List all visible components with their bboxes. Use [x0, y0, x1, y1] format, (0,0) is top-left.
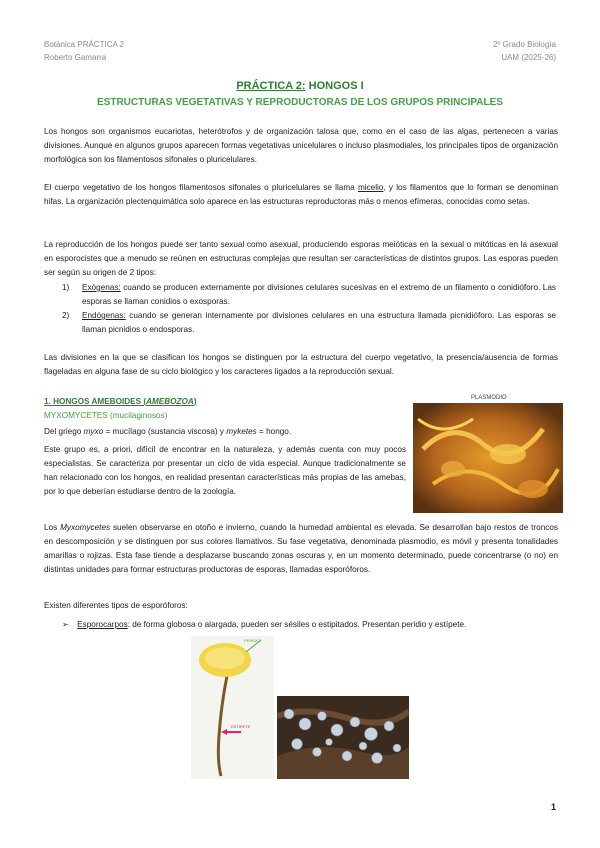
- text-span: El cuerpo vegetativo de los hongos filamentosos sifonales o pluricelulares se llama: [44, 183, 358, 192]
- paragraph-myxomycetes: [44, 521, 558, 577]
- term-myketes: myketes: [226, 427, 257, 436]
- paragraph-sporophores: Existen diferentes tipos de esporóforos:: [44, 601, 188, 610]
- text-span: = mucílago (sustancia viscosa) y: [103, 427, 227, 436]
- text-span: Los: [44, 523, 61, 532]
- section-heading: [44, 397, 197, 406]
- paragraph-divisions: Las divisiones en la que se clasifican los hongos se distinguen por la estructura del cuerpo vegetativo, la presencia/ausencia de formas flageladas en alguna fase de su ciclo biológico y los caracteres ligados a la reproducción sexual.: [44, 353, 558, 376]
- header-left: [44, 38, 124, 64]
- term-micelio: micelio: [357, 183, 384, 192]
- sporocarps-photo: [277, 696, 409, 779]
- label-peridio: PERIDIO: [244, 638, 261, 643]
- term-exogenas: Exógenas:: [82, 283, 121, 292]
- term-esporocarpos: Esporocarpos: [77, 620, 128, 629]
- paragraph-group: Este grupo es, a priori, difícil de encontrar en la naturaleza, y además cuenta con muy pocos especialistas. Se caracteriza por presentar un ciclo de vida especial. Aunque tradicionalmente se han relacionado con los hongos, en realidad presentan características más propias de las amebas, por lo que deberían estudiarse dentro de la zoología.: [44, 445, 406, 496]
- arrow-bullet-icon: ➢: [62, 620, 69, 629]
- header-university: UAM (2025-26): [501, 53, 556, 62]
- text-span: , y los filamentos que lo forman se denominan hifas. La organización plectenquimática solo aparece en las estructuras reproductoras más o menos efímeras, conocidas como setas.: [44, 183, 558, 206]
- list-number: 2): [62, 311, 70, 320]
- plasmodio-photo: [413, 389, 563, 513]
- term-myxo: myxo: [83, 427, 104, 436]
- title-topic: HONGOS I: [305, 80, 364, 92]
- list-text: cuando se producen externamente por divisiones celulares sucesivas en el extremo de un filamento o conidióforo. Las esporas se llaman conidios o exosporas.: [82, 283, 556, 306]
- text-span: = hongo.: [256, 427, 292, 436]
- heading-part: ): [193, 397, 197, 406]
- esporocarpo-diagram: [191, 636, 274, 779]
- text-span: Del griego: [44, 427, 84, 436]
- header-right: [493, 38, 556, 64]
- bullet-text: : de forma globosa o alargada, pueden ser sésiles o estipitados. Presentan peridio y estípete.: [127, 620, 467, 629]
- term-myxomycetes: Myxomycetes: [60, 523, 111, 532]
- page-subtitle: ESTRUCTURAS VEGETATIVAS Y REPRODUCTORAS DE LOS GRUPOS PRINCIPALES: [97, 97, 503, 108]
- header-degree: 2º Grado Biología: [493, 40, 556, 49]
- label-estipete: ESTÍPETE: [231, 724, 251, 729]
- label-plasmodio: PLASMODIO: [471, 395, 507, 401]
- section-subheading: MYXOMYCETES (mucilaginosos): [44, 411, 168, 420]
- paragraph-reproduction: La reproducción de los hongos puede ser tanto sexual como asexual, produciendo esporas meióticas en la sexual o mitóticas en la asexual en esporocistes que a menudo se reúnen en estructuras complejas que resultan ser características de distintos grupos. Las esporas pueden ser según su origen de 2 tipos:: [44, 240, 558, 277]
- esporocarpo-image: [191, 636, 274, 779]
- list-text: cuando se generan internamente por divisiones celulares en una estructura llamada picnidióforo. Las esporas se llaman picnidios o endosporas.: [82, 311, 556, 334]
- list-number: 1): [62, 283, 70, 292]
- bullet-esporocarpos: [62, 618, 556, 632]
- etymology-line: [44, 425, 374, 439]
- page-title: [0, 80, 600, 92]
- title-practice: PRÁCTICA 2:: [236, 80, 306, 92]
- plasmodio-image: [413, 389, 563, 513]
- term-endogenas: Endógenas:: [82, 311, 126, 320]
- paragraph-intro: Los hongos son organismos eucariotas, heterótrofos y de organización talosa que, como en el caso de las algas, pertenecen a varias divisiones. Aunque en algunos grupos aparecen formas vegetativas unicelulares o incluso plasmodiales, los principales tipos de organización morfológica son los filamentosos sifonales o pluricelulares.: [44, 127, 558, 164]
- page-number: 1: [550, 802, 556, 812]
- sporocarps-image: [277, 696, 409, 779]
- paragraph-micelio: [44, 181, 558, 209]
- heading-amebozoa: AMEBOZOA: [146, 397, 194, 406]
- text-span: suelen observarse en otoño e invierno, cuando la humedad ambiental es elevada. Se desarrollan bajo restos de troncos en descomposición y se distinguen por sus colores llamativos. Su fase vegetativa, denominada plasmodio, es móvil y presenta tonalidades amarillas o rojizas. Esta fase tiende a desplazarse buscando zonas oscuras y, en un momento determinado, puede concentrarse (o no) en distintas unidades para formar estructuras productoras de esporas, llamadas esporóforos.: [44, 523, 558, 574]
- heading-part: 1. HONGOS AMEBOIDES (: [44, 397, 147, 406]
- header-author: Roberto Gamarra: [44, 53, 107, 62]
- header-course: Botánica PRÁCTICA 2: [44, 40, 125, 49]
